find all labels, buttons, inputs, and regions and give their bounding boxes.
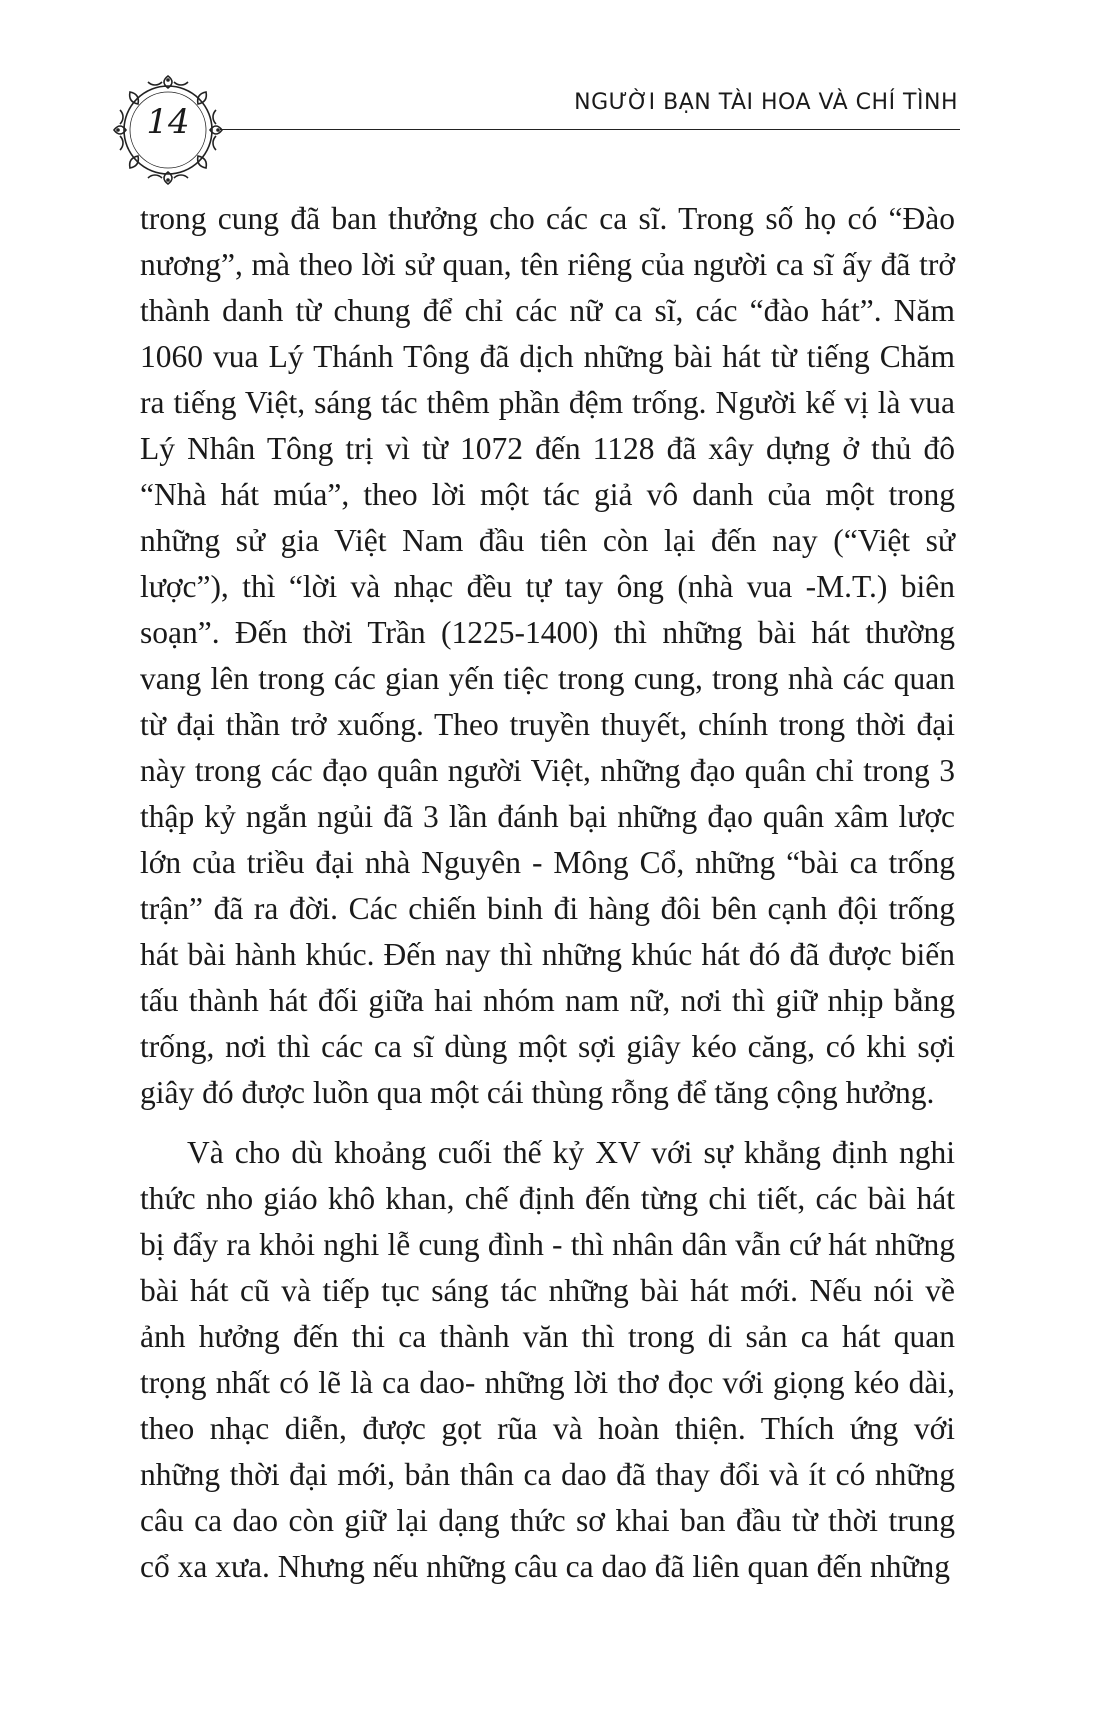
paragraph: trong cung đã ban thưởng cho các ca sĩ. Trong số họ có “Đào nương”, mà theo lời sử quan, tên riêng của người ca sĩ ấy đã trở thành danh từ chung để chỉ các nữ ca sĩ, các “đào hát”. Năm 1060 vua Lý Thánh Tông đã dịch những bài hát từ tiếng Chăm ra tiếng Việt, sáng tác thêm phần đệm trống. Người kế vị là vua Lý Nhân Tông trị vì từ 1072 đến 1128 đã xây dựng ở thủ đô “Nhà hát múa”, theo lời một tác giả vô danh của một trong những sử gia Việt Nam đầu tiên còn lại đến nay (“Việt sử lược”), thì “lời và nhạc đều tự tay ông (nhà vua -M.T.) biên soạn”. Đến thời Trần (1225-1400) thì những bài hát thường vang lên trong các gian yến tiệc trong cung, trong nhà các quan từ đại thần trở xuống. Theo truyền thuyết, chính trong thời đại này trong các đạo quân người Việt, những đạo quân chỉ trong 3 thập kỷ ngắn ngủi đã 3 lần đánh bại những đạo quân xâm lược lớn của triều đại nhà Nguyên - Mông Cổ, những “bài ca trống trận” đã ra đời. Các chiến binh đi hàng đôi bên cạnh đội trống hát bài hành khúc. Đến nay thì những khúc hát đó đã được biến tấu thành hát đối giữa hai nhóm nam nữ, nơi thì giữ nhịp bằng trống, nơi thì các ca sĩ dùng một sợi giây kéo căng, có khi sợi giây đó được luồn qua một cái thùng rỗng để tăng cộng hưởng. (140, 201, 955, 1110)
page-number: 14 (146, 102, 190, 142)
paragraph: Và cho dù khoảng cuối thế kỷ XV với sự khẳng định nghi thức nho giáo khô khan, chế định đến từng chi tiết, các bài hát bị đẩy ra khỏi nghi lễ cung đình - thì nhân dân vẫn cứ hát những bài hát cũ và tiếp tục sáng tác những bài hát mới. Nếu nói về ảnh hưởng đến thi ca thành văn thì trong di sản ca hát quan trọng nhất có lẽ là ca dao- những lời thơ đọc với giọng kéo dài, theo nhạc diễn, được gọt rũa và hoàn thiện. Thích ứng với những thời đại mới, bản thân ca dao đã thay đổi và ít có những câu ca dao còn giữ lại dạng thức sơ khai ban đầu từ thời trung cổ xa xưa. Nhưng nếu những câu ca dao đã liên quan đến những (140, 1135, 955, 1584)
body-text (140, 196, 955, 1590)
header-rule (220, 129, 960, 130)
running-title: NGƯỜI BẠN TÀI HOA VÀ CHÍ TÌNH (574, 90, 958, 115)
page-header (0, 0, 1103, 200)
